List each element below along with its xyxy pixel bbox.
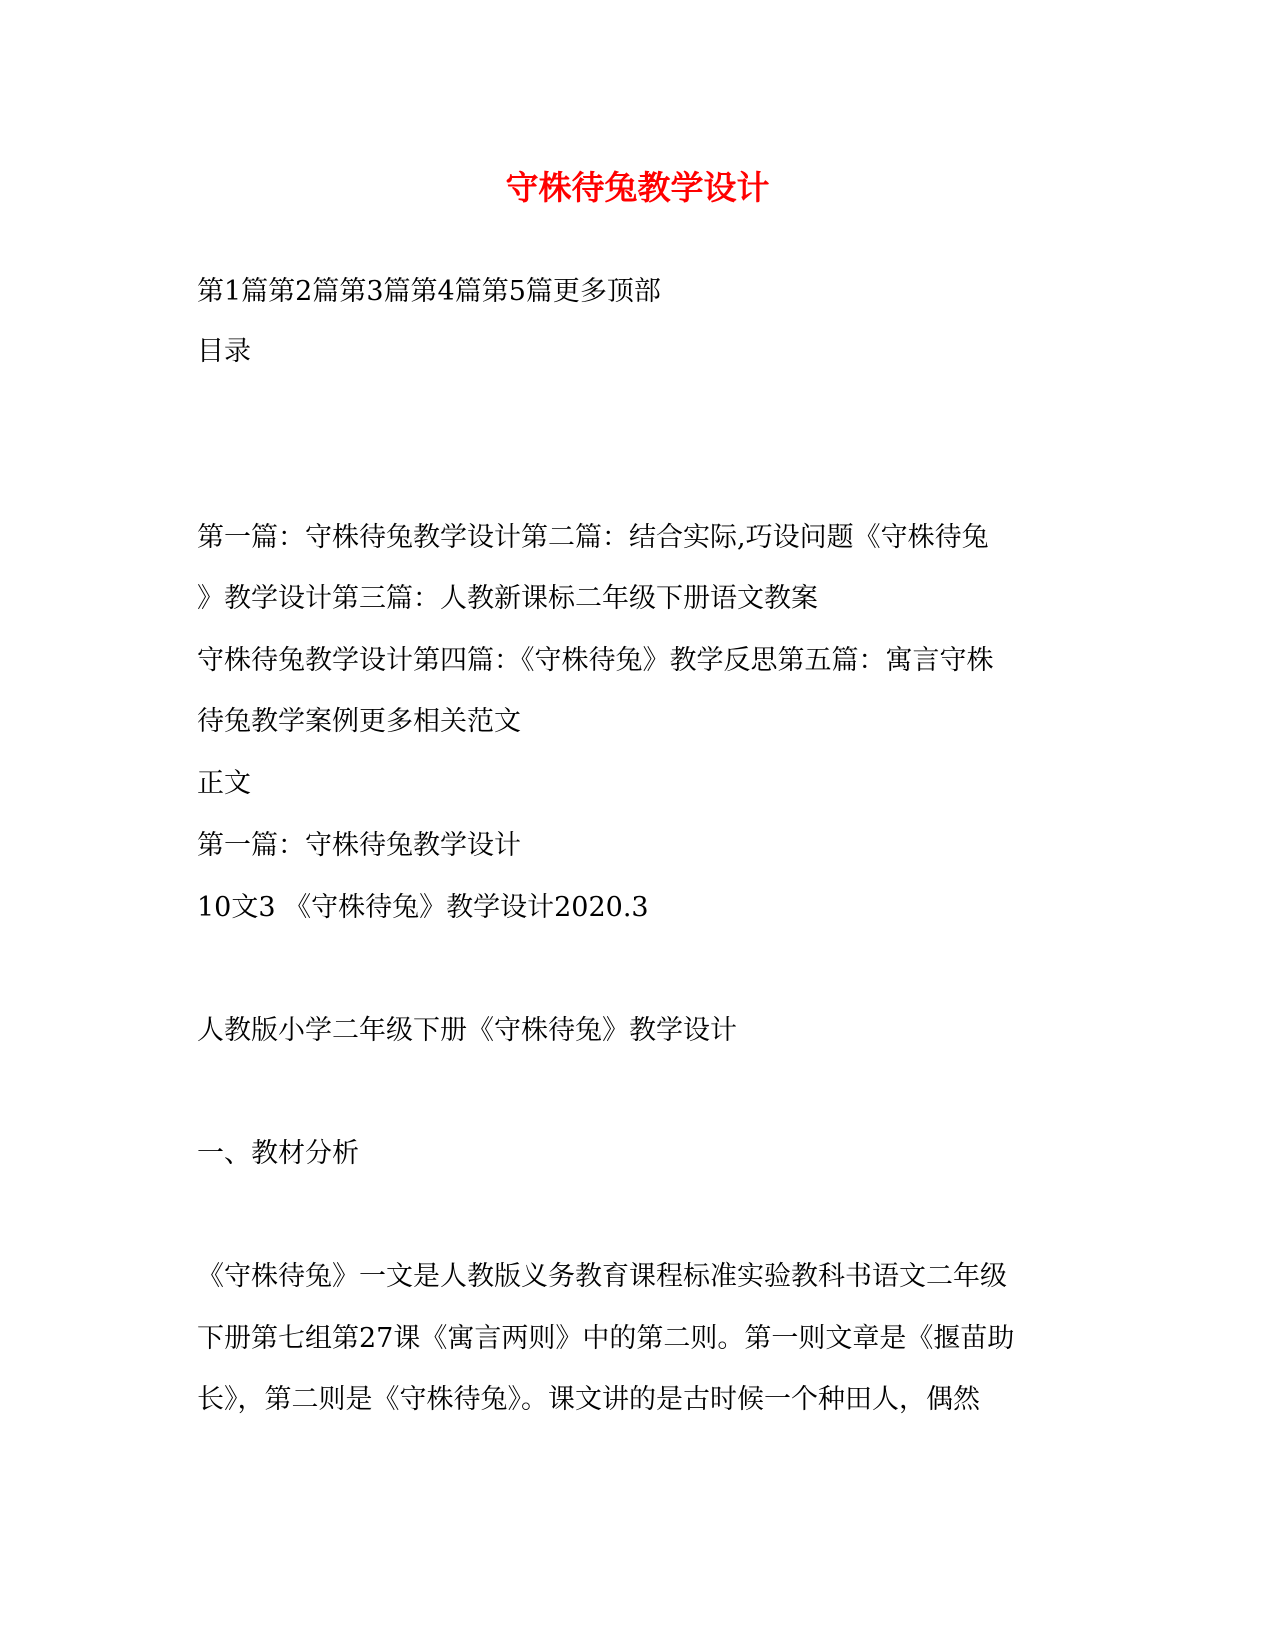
lesson-reference: 10文3 《守株待兔》教学设计2020.3 — [197, 892, 649, 923]
part-heading: 一、教材分析 — [197, 1138, 359, 1169]
document-title: 守株待兔教学设计 — [505, 168, 770, 207]
paragraph-line: 《守株待兔》一文是人教版义务教育课程标准实验教科书语文二年级 — [197, 1261, 1007, 1292]
document-subtitle: 人教版小学二年级下册《守株待兔》教学设计 — [197, 1015, 737, 1046]
body-heading: 正文 — [197, 768, 251, 799]
section-heading: 第一篇：守株待兔教学设计 — [197, 830, 521, 861]
nav-line: 第1篇第2篇第3篇第4篇第5篇更多顶部 — [197, 276, 661, 307]
paragraph-line: 下册第七组第27课《寓言两则》中的第二则。第一则文章是《揠苗助 — [197, 1323, 1015, 1354]
toc-heading: 目录 — [197, 336, 251, 367]
toc-line: 待兔教学案例更多相关范文 — [197, 706, 521, 737]
toc-line: 守株待兔教学设计第四篇：《守株待兔》教学反思第五篇：寓言守株 — [197, 645, 994, 676]
toc-line: 》教学设计第三篇：人教新课标二年级下册语文教案 — [197, 583, 818, 614]
toc-line: 第一篇：守株待兔教学设计第二篇：结合实际,巧设问题《守株待兔 — [197, 522, 989, 553]
paragraph-line: 长》，第二则是《守株待兔》。课文讲的是古时候一个种田人，偶然 — [197, 1384, 980, 1415]
